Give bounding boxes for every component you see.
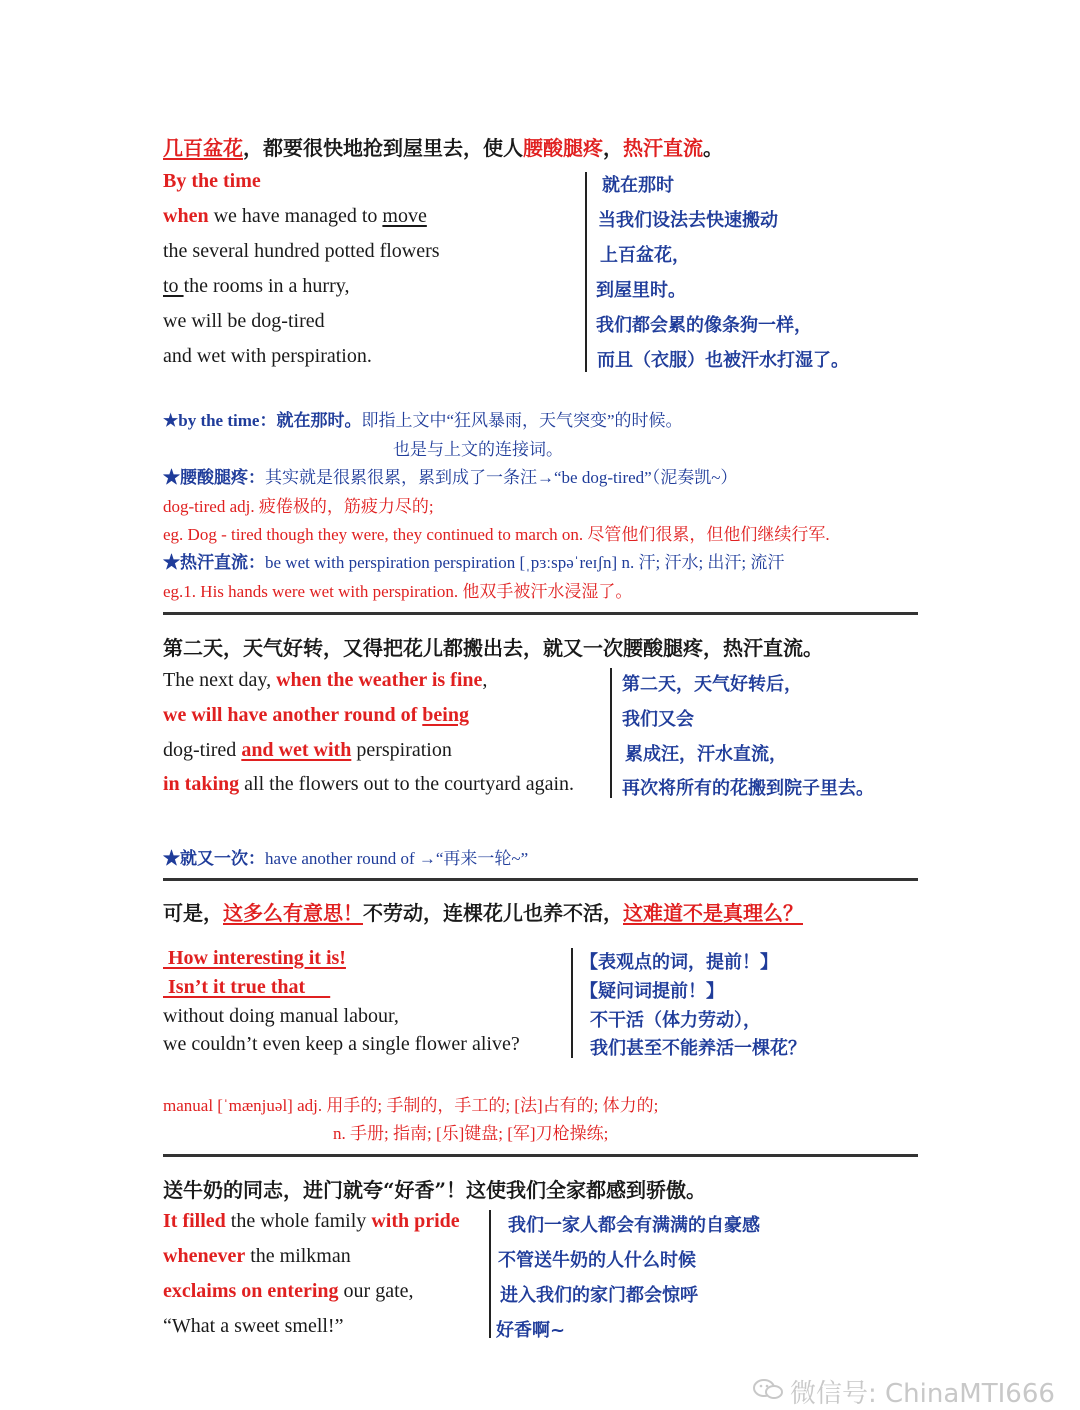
en-line — [163, 739, 452, 762]
zh-line: 不干活（体力劳动）， — [590, 1010, 761, 1031]
en-line: Isn’t it true that — [163, 976, 331, 998]
en-text: the rooms in a hurry, — [183, 275, 350, 297]
note-text: be wet with perspiration perspiration [ˌpɜːspəˈreɪʃn] n. 汗; 汗水; 出汗; 流汗 — [265, 553, 785, 572]
wechat-icon — [752, 1378, 784, 1400]
title-highlight: 这难道不是真理么？ — [623, 901, 803, 925]
keyword: whenever — [163, 1245, 246, 1267]
title-text: 不劳动，连棵花儿也养不活， — [363, 901, 623, 925]
note-line: eg. Dog - tired though they were, they continued to march on. 尽管他们很累，但他们继续行军. — [163, 525, 830, 544]
column-divider — [585, 172, 587, 372]
keyword: when the weather is fine — [276, 669, 483, 691]
keyword: By the time — [163, 170, 261, 192]
en-line — [163, 1245, 351, 1268]
en-text: dog-tired — [163, 739, 242, 761]
zh-line: 就在那时 — [602, 175, 674, 196]
section2-title: 第二天，天气好转，又得把花儿都搬出去，就又一次腰酸腿疼，热汗直流。 — [163, 636, 823, 660]
note-line: 也是与上文的连接词。 — [393, 440, 563, 459]
zh-line: 第二天，天气好转后， — [622, 674, 802, 695]
title-text: 可是， — [163, 901, 223, 925]
keyword: It filled — [163, 1210, 226, 1232]
section-divider — [163, 612, 918, 615]
en-line — [163, 275, 349, 298]
en-line: the several hundred potted flowers — [163, 240, 440, 262]
zh-line: 累成汪，汗水直流， — [625, 744, 787, 765]
note-line — [163, 463, 737, 488]
note-text: have another round of →“再来一轮~” — [265, 849, 529, 868]
note-label: ★by the time： — [163, 411, 277, 430]
title-highlight: 这多么有意思！ — [223, 901, 363, 925]
column-divider — [571, 948, 573, 1058]
keyword: in taking — [163, 773, 240, 795]
en-line: How interesting it is! — [163, 947, 346, 969]
en-text: we have managed to — [208, 205, 383, 227]
note-line: eg.1. His hands were wet with perspiration. 他双手被汗水浸湿了。 — [163, 582, 633, 601]
keyword: when — [163, 205, 209, 227]
zh-line: 我们又会 — [622, 709, 694, 730]
en-line — [163, 170, 261, 193]
underlined-word: to — [163, 275, 184, 297]
column-divider — [489, 1210, 491, 1338]
zh-line: 而且（衣服）也被汗水打湿了。 — [597, 350, 849, 371]
zh-line: 我们一家人都会有满满的自豪感 — [508, 1215, 760, 1236]
section-divider — [163, 878, 918, 881]
title-text: ， — [603, 136, 623, 160]
zh-line: 不管送牛奶的人什么时候 — [498, 1250, 696, 1271]
zh-line: 好香啊~ — [496, 1320, 566, 1341]
keyword: exclaims on entering — [163, 1280, 339, 1302]
zh-line: 【表观点的词，提前！】 — [580, 952, 778, 973]
zh-line: 再次将所有的花搬到院子里去。 — [622, 778, 874, 799]
note-label: ★热汗直流： — [163, 553, 265, 572]
note-line: manual [ˈmænjuəl] adj. 用手的; 手制的，手工的; [法]占有的; 体力的; — [163, 1096, 659, 1115]
en-line — [163, 1280, 414, 1303]
title-text: ，都要很快地抢到屋里去，使人 — [243, 136, 523, 160]
en-line: and wet with perspiration. — [163, 345, 372, 367]
keyword: we will have another round of — [163, 704, 423, 726]
zh-line: 到屋里时。 — [596, 280, 686, 301]
en-text: the whole family — [225, 1210, 372, 1232]
en-text: , — [482, 669, 488, 691]
section3-title — [163, 897, 803, 926]
note-line — [163, 844, 528, 869]
en-line — [163, 205, 427, 228]
section-divider — [163, 1154, 918, 1157]
note-line: n. 手册; 指南; [乐]键盘; [军]刀枪操练; — [333, 1124, 609, 1143]
zh-line: 进入我们的家门都会惊呼 — [500, 1285, 698, 1306]
column-divider — [610, 668, 612, 798]
title-highlight: 腰酸腿疼 — [523, 136, 603, 160]
en-line — [163, 1210, 460, 1233]
note-label: ★腰酸腿疼： — [163, 468, 265, 487]
note-text: 即指上文中“狂风暴雨，天气突变”的时候。 — [361, 411, 683, 430]
title-text: 。 — [703, 136, 723, 160]
title-highlight: 热汗直流 — [623, 136, 703, 160]
en-line: we will be dog-tired — [163, 310, 325, 332]
en-text: The next day, — [163, 669, 277, 691]
en-line: without doing manual labour, — [163, 1005, 399, 1027]
en-text: our gate, — [338, 1280, 414, 1302]
note-text: 其实就是很累很累，累到成了一条汪→“be dog-tired”（泥奏凯~） — [265, 468, 738, 487]
en-text: the milkman — [245, 1245, 351, 1267]
en-line: we couldn’t even keep a single flower alive? — [163, 1033, 520, 1055]
keyword: and wet with — [241, 739, 352, 761]
title-highlight: 几百盆花 — [163, 136, 243, 160]
note-line — [163, 548, 784, 573]
en-text: all the flowers out to the courtyard again. — [239, 773, 575, 795]
note-text: 就在那时。 — [276, 411, 362, 430]
note-line: dog-tired adj. 疲倦极的，筋疲力尽的; — [163, 497, 434, 516]
watermark-text: 微信号: ChinaMTI666 — [790, 1379, 1055, 1409]
zh-line: 我们甚至不能养活一棵花？ — [590, 1038, 806, 1059]
underlined-word: move — [382, 205, 427, 227]
zh-line: 【疑问词提前！】 — [580, 981, 724, 1002]
note-label: ★就又一次： — [163, 849, 265, 868]
keyword: being — [422, 704, 469, 726]
zh-line: 当我们设法去快速搬动 — [598, 210, 778, 231]
en-line — [163, 773, 574, 796]
en-line — [163, 704, 469, 727]
en-line — [163, 669, 487, 692]
section1-title — [163, 132, 723, 161]
en-line: “What a sweet smell!” — [163, 1315, 344, 1337]
note-line — [163, 406, 683, 431]
zh-line: 我们都会累的像条狗一样， — [596, 315, 812, 336]
keyword: with pride — [371, 1210, 460, 1232]
zh-line: 上百盆花， — [600, 245, 690, 266]
en-text: perspiration — [351, 739, 452, 761]
section4-title: 送牛奶的同志，进门就夸“好香”！这使我们全家都感到骄傲。 — [163, 1178, 707, 1202]
